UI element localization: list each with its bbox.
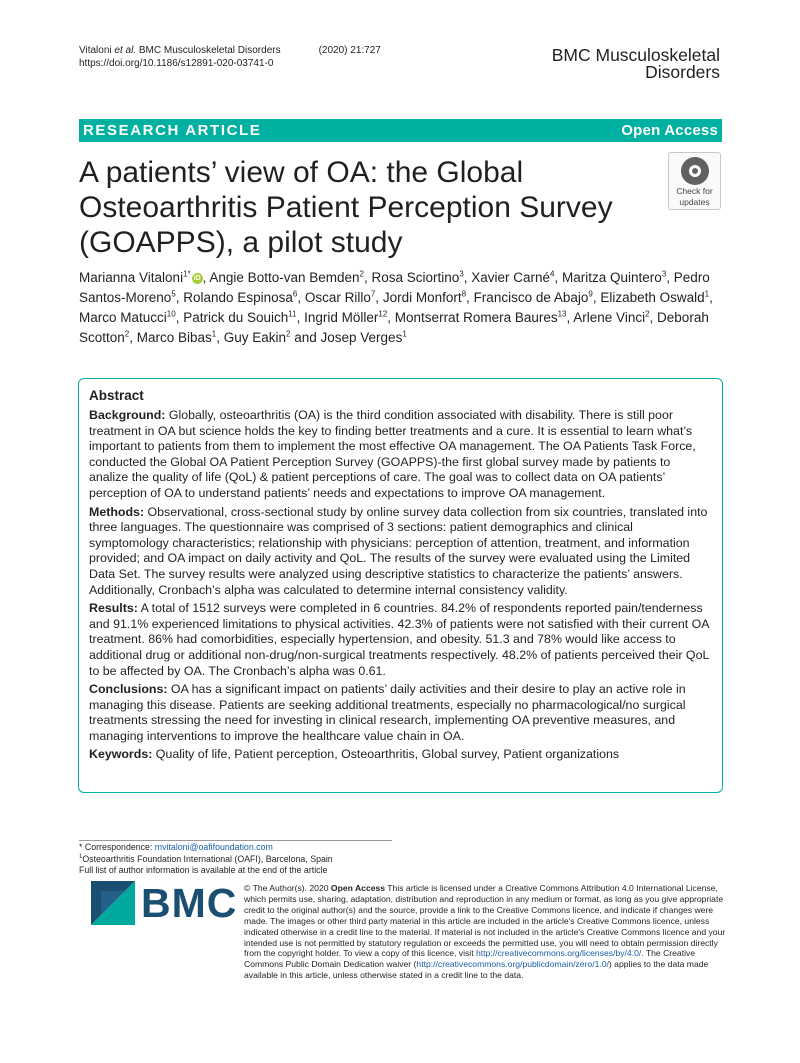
- open-access-label: Open Access: [621, 122, 718, 139]
- license-statement: © The Author(s). 2020 Open Access This article is licensed under a Creative Commons Attribution 4.0 International License, which permits use, sharing, adaptation, distribution and reproduction in any medium or format, as long as you give appropriate credit to the original author(s) and the source, provide a link to the Creative Commons licence, and indicate if changes were made. The images or other third party material in this article are included in the article's Creative Commons licence, unless indicated otherwise in a credit line to the material. If material is not included in the article's Creative Commons licence and your intended use is not permitted by statutory regulation or exceeds the permitted use, you will need to obtain permission directly from the copyright holder. To view a copy of this licence, visit http://creativecommons.org/licenses/by/4.0/. The Creative Commons Public Domain Dedication waiver (http://creativecommons.org/publicdomain/zero/1.0/) applies to the data made available in this article, unless otherwise stated in a credit line to the data.: [244, 883, 726, 981]
- crossmark-icon: [681, 157, 709, 185]
- author-affiliation-sup: 6: [292, 289, 298, 299]
- author-affiliation-sup: 7: [370, 289, 376, 299]
- author-name: Rosa Sciortino: [371, 270, 460, 285]
- check-for-updates-badge[interactable]: Check for updates: [668, 152, 721, 210]
- author-name: Francisco de Abajo: [473, 290, 589, 305]
- citation-year: (2020) 21:727: [318, 45, 381, 56]
- correspondence-email-link[interactable]: mvitaloni@oafifoundation.com: [154, 842, 273, 852]
- author-name: Pedro Santos-Moreno: [79, 270, 710, 305]
- author-affiliation-sup: 2: [124, 329, 130, 339]
- author-name: Rolando Espinosa: [183, 290, 293, 305]
- author-affiliation-sup: 8: [461, 289, 467, 299]
- author-name: Marco Bibas: [136, 330, 212, 345]
- author-name: Marianna Vitaloni: [79, 270, 184, 285]
- abstract-conclusions: Conclusions: OA has a significant impact on patients’ daily activities and their desire to play an active role in managing this disease. Patients are seeking additional treatments, especially no pharmacological/no surgical treatments stressing the need for investing in clinical research, implementing OA preventive measures, and managing interventions to improve the healthcare value chain in OA.: [89, 682, 686, 743]
- author-name: Deborah Scotton: [79, 310, 709, 345]
- author-affiliation-sup: 1*: [183, 269, 191, 279]
- article-type-label: RESEARCH ARTICLE: [83, 122, 262, 139]
- author-affiliation-sup: 3: [459, 269, 464, 279]
- article-title: A patients’ view of OA: the Global Osteoarthritis Patient Perception Survey (GOAPPS), a pilot study: [79, 156, 613, 259]
- author-name: Josep Verges: [320, 330, 403, 345]
- author-name: Elizabeth Oswald: [600, 290, 705, 305]
- footnote-divider: [79, 840, 392, 841]
- abstract-box: [78, 378, 723, 793]
- author-name: Xavier Carné: [471, 270, 551, 285]
- full-list-note: Full list of author information is available at the end of the article: [79, 865, 328, 875]
- bmc-logo: [91, 880, 238, 926]
- author-affiliation-sup: 12: [378, 309, 388, 319]
- author-affiliation-sup: 2: [359, 269, 364, 279]
- license-link-cc0[interactable]: http://creativecommons.org/publicdomain/zero/1.0/: [416, 959, 609, 970]
- affiliation-line: $^1$Osteoarthritis Foundation International (OAFI), Barcelona, Spain: [79, 853, 333, 864]
- article-type-banner: [79, 119, 722, 142]
- footnotes: [79, 842, 333, 877]
- author-name: Guy Eakin: [223, 330, 287, 345]
- abstract-keywords: Keywords: Quality of life, Patient perception, Osteoarthritis, Global survey, Patient organizations: [89, 747, 620, 762]
- author-name: Patrick du Souich: [183, 310, 289, 325]
- author-name: Angie Botto-van Bemden: [209, 270, 360, 285]
- citation-line: Vitaloni et al. BMC Musculoskeletal Disorders (2020) 21:727: [79, 45, 381, 56]
- running-header: [79, 44, 381, 70]
- abstract-background: Background: Globally, osteoarthritis (OA) is the third condition associated with disability. There is still poor treatment in OA but science holds the key to finding better treatments and a cure. It is essential to learn what’s important to patients from them to implement the most effective OA management. The OA Patients Task Force, conducted the Global OA Patient Perception Survey (GOAPPS)-the first global survey made by patients to analize the quality of life (QoL) & patient perceptions of care. The goal was to collect data on OA patients’ perception of OA to understand patients’ needs and expectations to improve OA management.: [89, 408, 696, 500]
- author-name: Marco Matucci: [79, 310, 167, 325]
- journal-name: BMC Musculoskeletal Disorders: [551, 45, 720, 82]
- author-affiliation-sup: 13: [557, 309, 567, 319]
- author-name: Jordi Monfort: [382, 290, 462, 305]
- author-affiliation-sup: 2: [286, 329, 291, 339]
- author-affiliation-sup: 4: [550, 269, 555, 279]
- author-affiliation-sup: 9: [588, 289, 593, 299]
- correspondence-line: * Correspondence: mvitaloni@oafifoundation.com: [79, 842, 273, 852]
- author-name: Arlene Vinci: [573, 310, 646, 325]
- author-name: Maritza Quintero: [562, 270, 662, 285]
- author-name: Oscar Rillo: [304, 290, 371, 305]
- license-link-cc-by[interactable]: http://creativecommons.org/licenses/by/4.0/: [475, 948, 642, 959]
- bmc-logo-text: BMC: [141, 880, 238, 926]
- bmc-logo-mark-icon: [91, 881, 135, 925]
- author-affiliation-sup: 1: [704, 289, 710, 299]
- author-affiliation-sup: 5: [171, 289, 176, 299]
- doi-link[interactable]: https://doi.org/10.1186/s12891-020-03741-0: [79, 58, 274, 69]
- orcid-icon[interactable]: iD: [193, 274, 201, 282]
- author-affiliation-sup: 2: [645, 309, 650, 319]
- author-affiliation-sup: 11: [288, 309, 297, 319]
- author-list: Marianna Vitaloni$^{1*}$ iD , Angie Botto-van Bemden$^2$, Rosa Sciortino$^3$, Xavier Carné$^4$, Maritza Quintero$^3$, Pedro Santos-Moreno$^5$, Rolando Espinosa$^6$, Oscar Rillo$^7$, Jordi Monfort$^8$, Francisco de Abajo$^9$, Elizabeth Oswald$^1$, Marco Matucci$^{10}$, Patrick du Souich$^{11}$, Ingrid Möller$^{12}$, Montserrat Romera Baures$^{13}$, Arlene Vinci$^2$, Deborah Scotton$^2$, Marco Bibas$^1$, Guy Eakin$^2$ and Josep Verges$^1$: [79, 269, 713, 345]
- author-affiliation-sup: 3: [661, 269, 667, 279]
- author-affiliation-sup: 10: [166, 309, 176, 319]
- citation-etal: et al.: [114, 45, 137, 56]
- author-name: Ingrid Möller: [304, 310, 379, 325]
- abstract-heading: Abstract: [89, 388, 144, 403]
- abstract-results: Results: A total of 1512 surveys were completed in 6 countries. 84.2% of respondents reported pain/tenderness and 91.1% experienced limitations to physical activities. 42.3% of patients were not satisfied with their current OA treatment. 86% had comorbidities, especially hypertension, and obesity. 51.3 and 78% would like access to additional drug or additional non-drug/non-surgical treatments respectively. 48.2% of patients perceived their QoL to be affected by OA. The Cronbach’s alpha was 0.61.: [89, 601, 709, 678]
- abstract-methods: Methods: Observational, cross-sectional study by online survey data collection from six countries, translated into three languages. The questionnaire was comprised of 3 sections: patient demographics and clinical symptomology characteristics; relationship with physicians: perception of attention, treatment, and information provided; and OA impact on daily activity and QoL. The results of the survey were evaluated using the Limited Data Set. The survey results were analyzed using descriptive statistics to characterize the patients’ answers. Additionally, Cronbach’s alpha was calculated to determine internal consistency validity.: [89, 504, 708, 597]
- author-affiliation-sup: 1: [402, 329, 407, 339]
- author-affiliation-sup: 1: [211, 329, 217, 339]
- author-name: Montserrat Romera Baures: [394, 310, 558, 325]
